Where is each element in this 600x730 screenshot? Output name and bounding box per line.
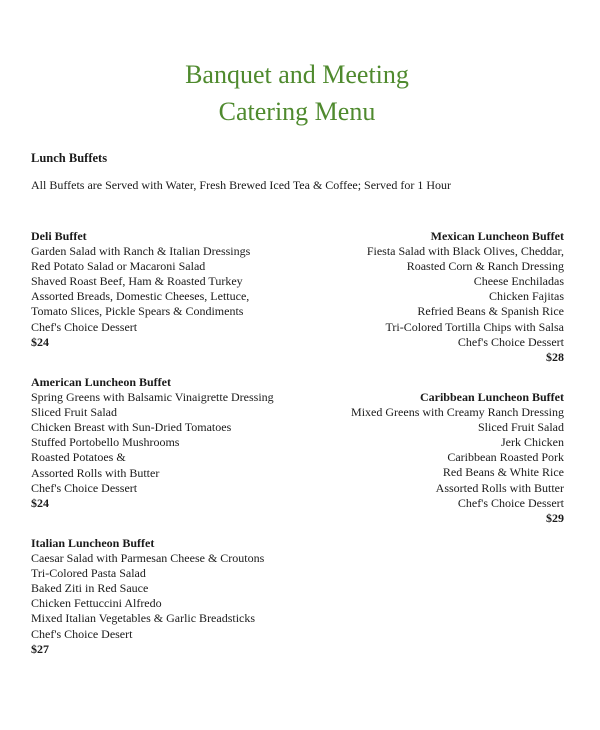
intro-text: All Buffets are Served with Water, Fresh Brewed Iced Tea & Coffee; Served for 1 Hour <box>31 178 452 192</box>
menu-item: Tri-Colored Pasta Salad <box>31 566 146 581</box>
menu-item: Chef's Choice Dessert <box>457 334 564 349</box>
menu-item: Fiesta Salad with Black Olives, Cheddar, <box>366 244 564 259</box>
buffet-name: Caribbean Luncheon Buffet <box>419 390 564 404</box>
menu-item: Mixed Italian Vegetables & Garlic Breadsticks <box>31 611 256 626</box>
menu-item: Assorted Rolls with Butter <box>31 465 160 480</box>
section-heading: Lunch Buffets <box>31 151 108 165</box>
menu-item: Sliced Fruit Salad <box>478 420 564 435</box>
buffet-price: $29 <box>546 510 564 525</box>
menu-item: Roasted Corn & Ranch Dressing <box>406 259 564 274</box>
menu-item: Red Beans & White Rice <box>442 465 564 480</box>
menu-item: Assorted Rolls with Butter <box>435 480 564 495</box>
menu-title-line-2: Catering Menu <box>218 97 376 126</box>
buffet-name: Mexican Luncheon Buffet <box>430 229 564 243</box>
menu-title-line-1: Banquet and Meeting <box>185 60 409 89</box>
buffet-name: Deli Buffet <box>31 229 87 243</box>
menu-item: Cheese Enchiladas <box>473 274 564 289</box>
buffet-price: $24 <box>31 334 49 349</box>
menu-item: Chef's Choice Desert <box>31 626 133 641</box>
buffet-name: American Luncheon Buffet <box>31 375 171 389</box>
menu-item: Shaved Roast Beef, Ham & Roasted Turkey <box>31 274 243 289</box>
menu-item: Chef's Choice Dessert <box>31 480 138 495</box>
menu-item: Chicken Fajitas <box>489 289 564 304</box>
menu-item: Caesar Salad with Parmesan Cheese & Croutons <box>31 551 265 566</box>
menu-item: Chef's Choice Dessert <box>457 495 564 510</box>
buffet-price: $27 <box>31 641 49 656</box>
buffet-price: $24 <box>31 495 49 510</box>
menu-item: Tomato Slices, Pickle Spears & Condiments <box>31 304 244 319</box>
menu-item: Garden Salad with Ranch & Italian Dressings <box>31 244 251 259</box>
menu-item: Mixed Greens with Creamy Ranch Dressing <box>351 405 564 420</box>
buffet-section <box>31 375 274 511</box>
menu-item: Chicken Breast with Sun-Dried Tomatoes <box>31 420 232 435</box>
buffet-section <box>351 390 564 526</box>
menu-item: Sliced Fruit Salad <box>31 405 117 420</box>
buffet-price: $28 <box>546 349 564 364</box>
buffet-section <box>31 536 264 657</box>
menu-item: Stuffed Portobello Mushrooms <box>31 435 180 450</box>
buffet-section <box>367 229 564 365</box>
menu-item: Spring Greens with Balsamic Vinaigrette Dressing <box>31 390 274 405</box>
buffet-section <box>31 229 250 350</box>
menu-item: Jerk Chicken <box>501 435 564 450</box>
menu-item: Caribbean Roasted Pork <box>447 450 564 465</box>
menu-item: Baked Ziti in Red Sauce <box>31 581 149 596</box>
menu-item: Refried Beans & Spanish Rice <box>417 304 564 319</box>
buffet-name: Italian Luncheon Buffet <box>31 536 155 550</box>
menu-item: Tri-Colored Tortilla Chips with Salsa <box>385 319 564 334</box>
menu-item: Chicken Fettuccini Alfredo <box>31 596 162 611</box>
menu-item: Roasted Potatoes & <box>31 450 126 465</box>
menu-item: Chef's Choice Dessert <box>31 319 138 334</box>
menu-item: Assorted Breads, Domestic Cheeses, Lettuce, <box>31 289 250 304</box>
menu-item: Red Potato Salad or Macaroni Salad <box>31 259 206 274</box>
